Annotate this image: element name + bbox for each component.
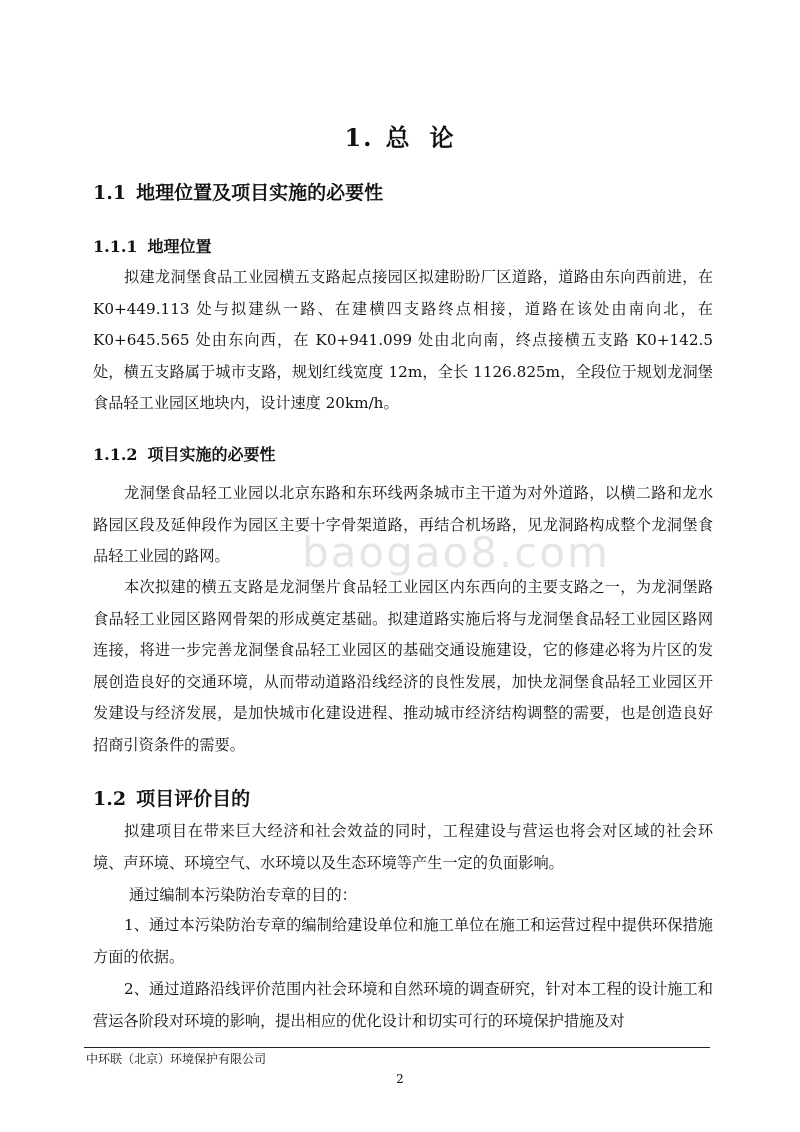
- chapter-title-char-1: 总: [385, 123, 412, 152]
- paragraph-impact: 拟建项目在带来巨大经济和社会效益的同时，工程建设与营运也将会对区域的社会环境、声环境、环境空气、水环境以及生态环境等产生一定的负面影响。: [93, 822, 713, 872]
- page-title: [0, 118, 800, 153]
- section-title: 项目评价目的: [136, 788, 251, 810]
- section-number: 1.1.1: [93, 237, 138, 256]
- section-number: 1.1: [93, 182, 127, 204]
- paragraph-location: 拟建龙洞堡食品工业园横五支路起点接园区拟建盼盼厂区道路，道路由东向西前进，在 K0+449.113 处与拟建纵一路、在建横四支路终点相接，道路在该处由南向北，在 K0+645.565 处由东向西，在 K0+941.099 处由北向南，终点接横五支路 K0+142.5 处，横五支路属于城市支路，规划红线宽度 12m，全长 1126.825m，全段位于规划龙洞堡食品轻工业园区地块内，设计速度 20km/h。: [93, 268, 713, 412]
- list-item-1: 1、通过本污染防治专章的编制给建设单位和施工单位在施工和运营过程中提供环保措施方面的依据。: [93, 916, 713, 966]
- section-1-1-heading: [93, 178, 383, 205]
- section-1-2-heading: [93, 784, 250, 811]
- list-item-2: 2、通过道路沿线评价范围内社会环境和自然环境的调查研究，针对本工程的设计施工和营运各阶段对环境的影响，提出相应的优化设计和切实可行的环境保护措施及对: [93, 980, 713, 1030]
- section-title: 项目实施的必要性: [147, 445, 276, 464]
- watermark: baogao8.com: [302, 528, 610, 577]
- chapter-title-char-2: 论: [429, 123, 456, 152]
- section-title: 地理位置及项目实施的必要性: [136, 182, 384, 204]
- footer-company: 中环联（北京）环境保护有限公司: [86, 1052, 267, 1066]
- section-1-1-1-heading: [93, 234, 212, 257]
- section-number: 1.2: [93, 788, 127, 810]
- paragraph-road-network: 龙洞堡食品轻工业园以北京东路和东环线两条城市主干道为对外道路，以横二路和龙水路园区段及延伸段作为园区主要十字骨架道路，再结合机场路，见龙洞路构成整个龙洞堡食品轻工业园的路网。: [93, 484, 713, 565]
- section-title: 地理位置: [147, 237, 212, 256]
- footer-divider: [84, 1047, 710, 1048]
- paragraph-necessity: 本次拟建的横五支路是龙洞堡片食品轻工业园区内东西向的主要支路之一，为龙洞堡路食品轻工业园区路网骨架的形成奠定基础。拟建道路实施后将与龙洞堡食品轻工业园区路网连接，将进一步完善龙洞堡食品轻工业园区的基础交通设施建设，它的修建必将为片区的发展创造良好的交通环境，从而带动道路沿线经济的良性发展，加快龙洞堡食品轻工业园区开发建设与经济发展，是加快城市化建设进程、推动城市经济结构调整的需要，也是创造良好招商引资条件的需要。: [93, 578, 713, 754]
- section-number: 1.1.2: [93, 445, 138, 464]
- paragraph-purpose-intro: 通过编制本污染防治专章的目的：: [129, 886, 357, 904]
- page-number: 2: [396, 1072, 404, 1086]
- section-1-1-2-heading: [93, 442, 276, 465]
- chapter-number: 1.: [344, 123, 374, 152]
